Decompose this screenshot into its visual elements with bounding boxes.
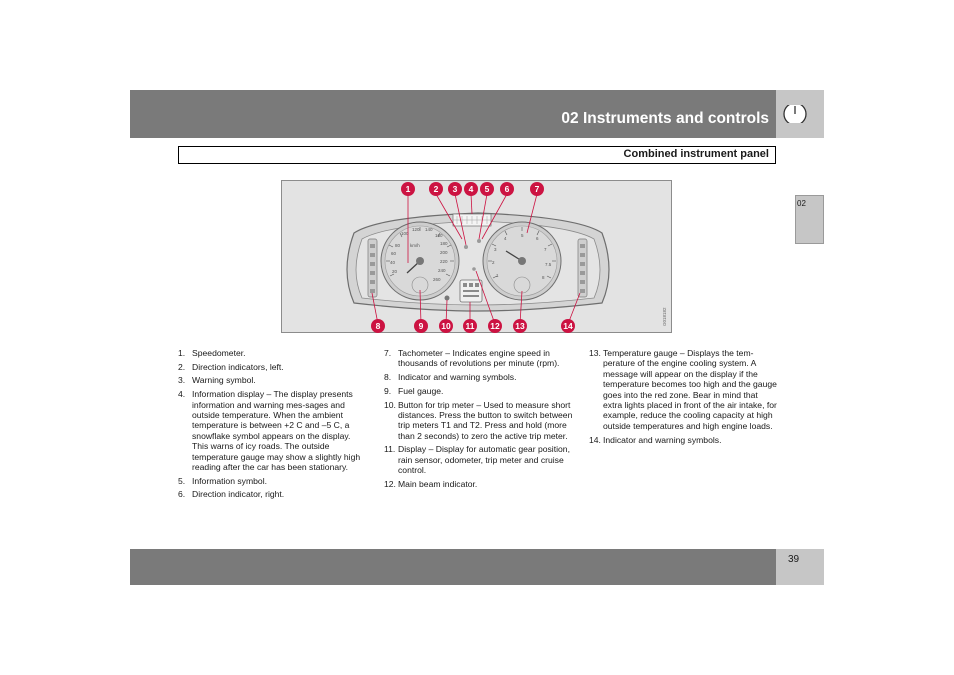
svg-text:60: 60 <box>391 251 397 256</box>
list-item <box>384 444 574 475</box>
section-title: Combined instrument panel <box>623 148 769 160</box>
svg-text:1: 1 <box>496 273 499 278</box>
svg-text:180: 180 <box>440 241 448 246</box>
item-text: Indicator and warning symbols. <box>603 434 722 445</box>
item-text: Display – Display for automatic gear position, rain sensor, odometer, trip meter and cruise control. <box>398 444 570 476</box>
callout-10 <box>439 319 453 333</box>
item-number: 2. <box>178 361 186 372</box>
svg-text:7.5: 7.5 <box>545 262 552 267</box>
item-text: Direction indicators, left. <box>192 361 284 372</box>
page-footer-tab <box>776 549 824 585</box>
callout-label: 2 <box>433 184 439 194</box>
information-symbol <box>477 239 481 243</box>
page-number: 39 <box>788 554 800 565</box>
callout-label: 3 <box>452 184 458 194</box>
item-number: 13. <box>589 348 601 358</box>
item-number: 3. <box>178 375 186 386</box>
section-heading-box <box>178 146 776 164</box>
callout-label: 8 <box>375 321 381 331</box>
callout-11 <box>463 319 477 333</box>
page-footer-bar <box>130 549 776 585</box>
item-text: Information display – The display presents information and warning mes-sages and outside temperature. When the ambient temperature is between +2 C and –5 C, a snowflake symbol appears on the display. This warns of icy roads. The outside temperature gauge may show a slightly high reading after the car has been stationary. <box>192 389 361 472</box>
list-item <box>178 348 368 358</box>
callout-8 <box>371 319 385 333</box>
item-number: 10. <box>384 399 396 410</box>
callout-label: 10 <box>441 321 451 331</box>
list-item <box>384 400 574 442</box>
list-item <box>178 476 368 486</box>
chapter-side-tab <box>795 195 824 244</box>
svg-text:20: 20 <box>392 269 398 274</box>
list-item <box>178 489 368 499</box>
callout-label: 13 <box>515 321 525 331</box>
item-number: 7. <box>384 348 392 358</box>
callout-label: 14 <box>563 321 573 331</box>
item-text: Main beam indicator. <box>398 478 478 489</box>
svg-text:40: 40 <box>390 260 396 265</box>
callout-9 <box>414 319 428 333</box>
item-number: 8. <box>384 372 392 383</box>
callout-label: 1 <box>405 184 411 194</box>
list-item <box>384 372 574 382</box>
item-number: 5. <box>178 475 186 486</box>
item-number: 1. <box>178 348 186 358</box>
chapter-side-tab-label: 02 <box>797 199 806 208</box>
callout-label: 9 <box>418 321 424 331</box>
callout-label: 4 <box>468 184 474 194</box>
svg-text:120: 120 <box>412 227 420 232</box>
list-item <box>178 375 368 385</box>
item-text: Speedometer. <box>192 348 246 358</box>
item-list-column-2 <box>384 348 574 493</box>
instrument-panel-illustration <box>282 181 673 334</box>
svg-text:160: 160 <box>435 233 443 238</box>
callout-label: 11 <box>465 321 475 331</box>
svg-text:3: 3 <box>494 247 497 252</box>
item-number: 14. <box>589 434 601 445</box>
item-list-column-1 <box>178 348 368 503</box>
item-number: 9. <box>384 385 392 396</box>
item-text: Tachometer – Indicates engine speed in thousands of revolutions per minute (rpm). <box>398 348 560 369</box>
warning-symbol <box>464 245 468 249</box>
item-text: Indicator and warning symbols. <box>398 372 517 383</box>
item-text: Temperature gauge – Displays the tem-perature of the engine cooling system. A message will appear on the display if the temperature becomes too high and the gauge goes into the red zone. Bear in mind that extra lights placed in front of the air intake, for example, reduce the cooling capacity at high outside temperatures and high engine loads. <box>603 348 777 431</box>
chapter-header-bar <box>130 90 776 138</box>
svg-text:100: 100 <box>401 231 409 236</box>
main-beam-indicator <box>472 267 476 271</box>
item-number: 11. <box>384 444 396 455</box>
trip-meter-button <box>445 296 450 301</box>
chapter-header-tab <box>776 90 824 138</box>
list-item <box>589 348 779 431</box>
callout-14 <box>561 319 575 333</box>
svg-text:7: 7 <box>544 247 547 252</box>
svg-text:260: 260 <box>433 277 441 282</box>
callout-7 <box>530 182 544 196</box>
callout-13 <box>513 319 527 333</box>
callout-5 <box>480 182 494 196</box>
callout-12 <box>488 319 502 333</box>
item-text: Warning symbol. <box>192 375 256 386</box>
item-text: Information symbol. <box>192 475 267 486</box>
callout-2 <box>429 182 443 196</box>
callout-1 <box>401 182 415 196</box>
item-text: Fuel gauge. <box>398 385 444 396</box>
svg-text:220: 220 <box>440 259 448 264</box>
image-code: G018182 <box>662 307 667 326</box>
svg-text:6: 6 <box>536 236 539 241</box>
callout-4 <box>464 182 478 196</box>
clock-icon <box>781 105 819 123</box>
svg-text:8: 8 <box>542 275 545 280</box>
svg-text:200: 200 <box>440 250 448 255</box>
item-number: 4. <box>178 389 186 400</box>
item-list-column-3 <box>589 348 779 448</box>
callout-label: 7 <box>534 184 540 194</box>
svg-text:2: 2 <box>492 260 495 265</box>
callout-label: 12 <box>490 321 500 331</box>
svg-text:5: 5 <box>521 233 524 238</box>
callout-label: 6 <box>504 184 510 194</box>
list-item <box>384 386 574 396</box>
chapter-title: 02 Instruments and controls <box>561 110 769 127</box>
list-item <box>384 479 574 489</box>
svg-text:240: 240 <box>438 268 446 273</box>
callout-label: 5 <box>484 184 490 194</box>
svg-text:80: 80 <box>395 243 401 248</box>
item-text: Button for trip meter – Used to measure short distances. Press the button to switch between trip meters T1 and T2. Press and hold (more than 2 seconds) to zero the active trip meter. <box>398 399 573 441</box>
svg-text:4: 4 <box>504 236 507 241</box>
list-item <box>178 362 368 372</box>
svg-text:140: 140 <box>425 227 433 232</box>
callout-6 <box>500 182 514 196</box>
svg-text:km/h: km/h <box>410 243 420 248</box>
item-number: 12. <box>384 478 396 489</box>
list-item <box>589 435 779 445</box>
callout-3 <box>448 182 462 196</box>
item-text: Direction indicator, right. <box>192 489 285 500</box>
list-item <box>384 348 574 369</box>
list-item <box>178 389 368 472</box>
instrument-panel-figure <box>281 180 672 333</box>
item-number: 6. <box>178 489 186 500</box>
